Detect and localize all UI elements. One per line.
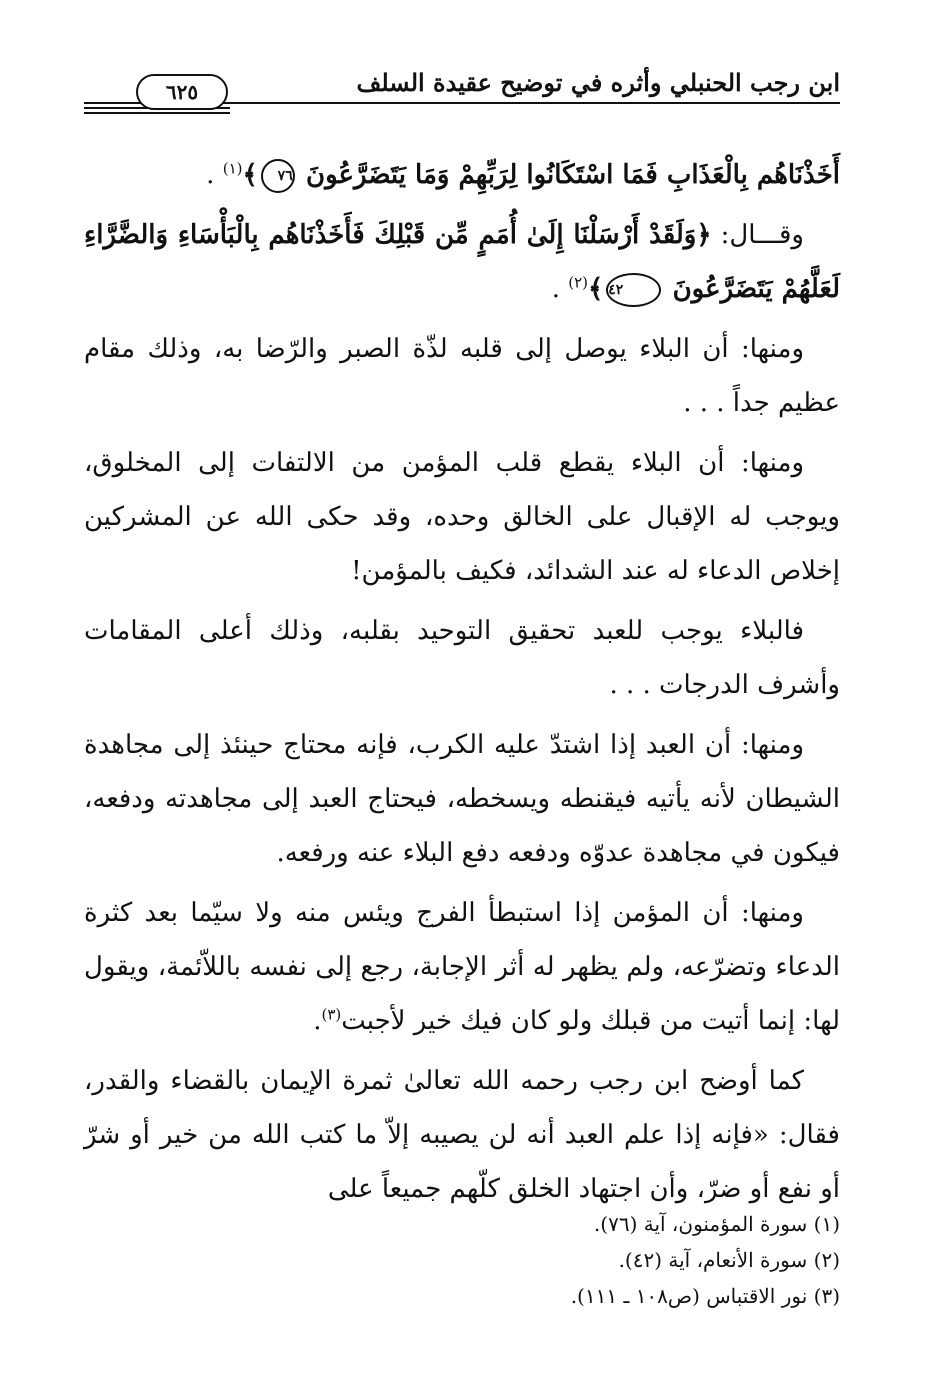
footnote-2: (٢) سورة الأنعام، آية (٤٢). (618, 1248, 840, 1272)
ayah-number-ornament: ٧٦ (261, 159, 295, 193)
paragraph-8: كما أوضح ابن رجب رحمه الله تعالىٰ ثمرة الإيمان بالقضاء والقدر، فقال: «فإنه إذا علم العبد أنه لن يصيبه إلاّ ما كتب الله من خير أو شرّ أو نفع أو ضرّ، وأن اجتهاد الخلق كلّهم جميعاً على (84, 1066, 840, 1204)
main-text (84, 148, 840, 1222)
sentence-end: . (313, 1006, 322, 1036)
quran-close-bracket: ﴾ (242, 160, 258, 190)
verse-lead: وقـــال: (720, 220, 804, 250)
footnote-3: (٣) نور الاقتباس (ص١٠٨ ـ ١١١). (570, 1284, 840, 1308)
footnote-ref: (١) (222, 159, 243, 178)
footnotes (84, 1206, 840, 1314)
quran-verse-1 (84, 148, 840, 202)
paragraph-4: ومنها: أن البلاء يقطع قلب المؤمن من الالتفات إلى المخلوق، ويوجب له الإقبال على الخالق وحده، وقد حكى الله عن المشركين إخلاص الدعاء له عند الشدائد، فكيف بالمؤمن! (84, 448, 840, 586)
footnote-ref: (٢) (568, 273, 589, 292)
paragraph-3: ومنها: أن البلاء يوصل إلى قلبه لذّة الصبر والرّضا به، وذلك مقام عظيم جداً . . . (84, 334, 840, 418)
quran-text: أَخَذْنَاهُم بِالْعَذَابِ فَمَا اسْتَكَانُوا لِرَبِّهِمْ وَمَا يَتَضَرَّعُونَ (305, 160, 840, 190)
page-number-badge: ٦٢٥ (136, 74, 228, 110)
sentence-end: . (551, 274, 560, 304)
quran-open-bracket: ﴿ (696, 220, 712, 250)
footnote-ref: (٣) (321, 1005, 342, 1024)
paragraph-text: ومنها: أن المؤمن إذا استبطأ الفرج ويئس منه ولا سيّما بعد كثرة الدعاء وتضرّعه، ولم يظهر له أثر الإجابة، رجع إلى نفسه باللاّئمة، ويقول لها: إنما أتيت من قبلك ولو كان فيك خير لأجبت (84, 898, 840, 1036)
sentence-end: . (206, 160, 215, 190)
ayah-number-ornament: ٤٢ (606, 273, 661, 307)
page-header (84, 62, 840, 122)
header-rule-triple (84, 112, 230, 114)
paragraph-5: فالبلاء يوجب للعبد تحقيق التوحيد بقلبه، وذلك أعلى المقامات وأشرف الدرجات . . . (84, 616, 840, 700)
paragraph-7 (84, 886, 840, 1048)
footnote-1: (١) سورة المؤمنون، آية (٧٦). (593, 1212, 840, 1236)
paragraph-6: ومنها: أن العبد إذا اشتدّ عليه الكرب، فإنه محتاج حينئذ إلى مجاهدة الشيطان لأنه يأتيه فيقنطه ويسخطه، فيحتاج العبد إلى مجاهدته ودفعه، فيكون في مجاهدة عدوّه ودفعه دفع البلاء عنه ورفعه. (84, 730, 840, 868)
quran-text: وَلَقَدْ أَرْسَلْنَا إِلَىٰ أُمَمٍ مِّن قَبْلِكَ فَأَخَذْنَاهُم بِالْبَأْسَاءِ وَالضَّرَّاءِ لَعَلَّهُمْ يَتَضَرَّعُونَ (84, 220, 840, 304)
quran-verse-2 (84, 208, 840, 316)
quran-close-bracket: ﴾ (588, 274, 604, 304)
running-title: ابن رجب الحنبلي وأثره في توضيح عقيدة السلف (356, 68, 840, 97)
